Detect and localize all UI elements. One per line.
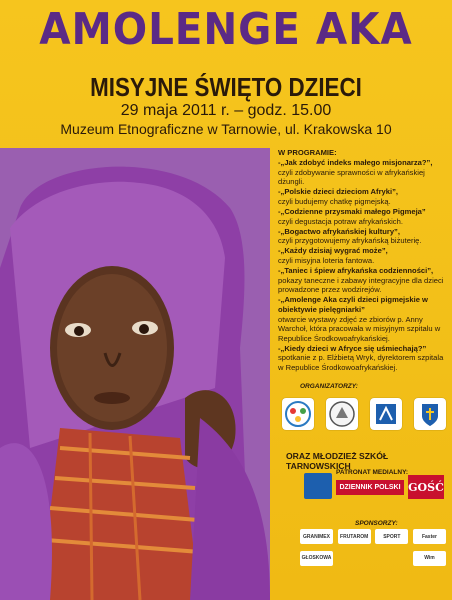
organizers-label: ORGANIZATORZY: — [300, 383, 358, 390]
sponsor-logo: Wim — [413, 551, 446, 566]
program-item-desc: czyli degustacja potraw afrykańskich. — [278, 216, 403, 226]
program-item-desc: pokazy taneczne i zabawy integracyjne dla dzieci prowadzone przez wodzirejów. — [278, 275, 444, 295]
organizer-logo — [414, 398, 446, 430]
program-item-desc: czyli misyjna loteria fantowa. — [278, 256, 375, 266]
program-item — [278, 266, 446, 295]
sponsors-label: SPONSORZY: — [355, 520, 398, 527]
program-item-desc: otwarcie wystawy zdjęć ze zbiorów p. Anny Warchoł, która pracowała w misyjnym szpitalu w Republice Środkowoafrykańskiej. — [278, 314, 441, 343]
program-item-desc: czyli zdobywanie sprawności w afrykańskiej dżungli. — [278, 167, 425, 187]
program-item — [278, 344, 446, 373]
sponsor-logo: FRUTAROM — [338, 529, 371, 544]
sponsor-logo: Faster — [413, 529, 446, 544]
poster-title: AMOLENGE AKA — [39, 4, 413, 55]
program-item-title: -„Polskie dzieci dzieciom Afryki”, — [278, 187, 398, 197]
program-item — [278, 187, 446, 206]
program-item-desc: czyli przygotowujemy afrykańską biżuterię. — [278, 236, 422, 246]
program-item-title: -„Kiedy dzieci w Afryce się uśmiechają?” — [278, 343, 427, 353]
patronage-label: PATRONAT MEDIALNY: — [336, 469, 409, 476]
event-venue: Muzeum Etnograficzne w Tarnowie, ul. Krakowska 10 — [60, 121, 392, 137]
sponsor-logo: GRANIMEX — [300, 529, 333, 544]
dziennik-polski-logo: DZIENNIK POLSKI — [336, 480, 404, 495]
program-section — [278, 148, 446, 373]
program-item-title: -„Taniec i śpiew afrykańska codzienności”, — [278, 266, 434, 276]
organizer-logo — [282, 398, 314, 430]
program-item-title: -„Codzienne przysmaki małego Pigmeja” — [278, 207, 426, 217]
sponsor-logo: GŁOSKOWA — [300, 551, 333, 566]
sponsor-logo: SPORT — [375, 529, 408, 544]
program-item-desc: czyli budujemy chatkę pigmejską. — [278, 196, 391, 206]
organizers-logos — [282, 396, 446, 432]
program-item — [278, 158, 446, 187]
poster-subtitle: MISYJNE ŚWIĘTO DZIECI — [90, 72, 362, 102]
program-item — [278, 227, 446, 246]
program-heading: W PROGRAMIE: — [278, 148, 337, 157]
program-item — [278, 295, 446, 343]
youth-line: ORAZ MŁODZIEŻ SZKÓŁ TARNOWSKICH — [286, 451, 389, 471]
program-item — [278, 207, 446, 226]
media-patronage — [300, 469, 446, 517]
program-item — [278, 246, 446, 265]
gosc-logo: GOŚĆ — [408, 475, 444, 499]
media-logo — [304, 473, 332, 499]
event-date: 29 maja 2011 r. – godz. 15.00 — [120, 102, 332, 119]
program-item-title: -„Każdy dzisiaj wygrać może”, — [278, 246, 388, 256]
program-item-title: -„Amolenge Aka czyli dzieci pigmejskie w obiektywie pielęgniarki” — [278, 295, 428, 314]
child-photo — [0, 148, 270, 600]
program-item-title: -„Bogactwo afrykańskiej kultury”, — [278, 226, 400, 236]
sponsors-logos — [300, 529, 446, 569]
organizer-logo — [370, 398, 402, 430]
program-item-desc: spotkanie z p. Elżbietą Wryk, dyrektorem szpitala w Republice Środkowoafrykańskiej. — [278, 353, 444, 373]
program-item-title: -„Jak zdobyć indeks małego misjonarza?”, — [278, 158, 433, 168]
organizer-logo — [326, 398, 358, 430]
